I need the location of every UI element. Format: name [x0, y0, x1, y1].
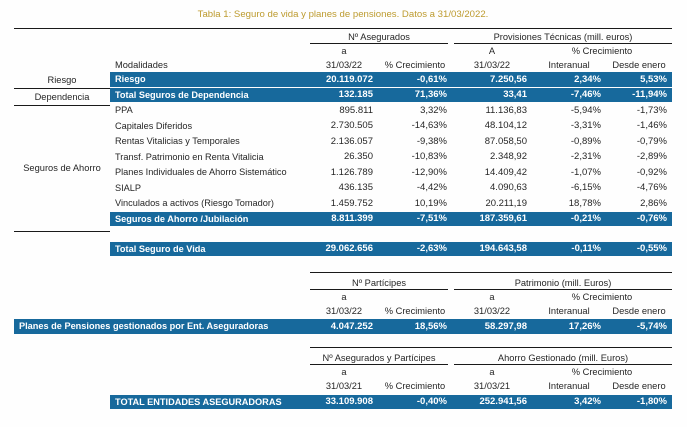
row-value-crecimiento: -9,38%: [416, 135, 447, 147]
row-label: Total Seguros de Dependencia: [115, 89, 249, 100]
group-n-participes: Nº Partícipes: [310, 278, 448, 290]
row-value-asegurados: 1.126.789: [330, 166, 373, 178]
row-value-desde-enero: -0,92%: [636, 166, 667, 178]
row-value-crecimiento: -4,42%: [416, 182, 447, 194]
table-row: [110, 212, 672, 227]
row-value-asegurados: 8.811.399: [331, 213, 373, 225]
row-label: Capitales Diferidos: [115, 120, 193, 131]
row-value-desde-enero: -5,74%: [636, 320, 667, 332]
row-value-provisiones: 87.058,50: [484, 135, 527, 147]
col3-date-header: 31/03/22: [473, 306, 511, 316]
subheader-row-1: [310, 365, 672, 379]
table-row: [110, 196, 672, 211]
row-value-interanual: -5,94%: [570, 104, 601, 116]
row-value-desde-enero: -11,94%: [632, 89, 667, 101]
row-value-interanual: 3,42%: [574, 396, 601, 408]
row-value-participes: 4.047.252: [330, 320, 373, 332]
col1-a-label: a: [341, 366, 347, 377]
row-value-interanual: -3,31%: [570, 120, 601, 132]
row-value-asegurados: 2.730.505: [330, 120, 373, 132]
row-value-crecimiento: -0,61%: [416, 73, 447, 85]
col2-header: % Crecimiento: [384, 306, 446, 316]
col1-date-header: 31/03/21: [325, 380, 363, 391]
crecimiento-group-label: % Crecimiento: [571, 366, 633, 377]
row-label: Vinculados a activos (Riesgo Tomador): [115, 198, 274, 209]
row-value-desde-enero: 5,53%: [640, 73, 667, 85]
col1-a-label: a: [341, 292, 347, 302]
row-value-provisiones: 187.359,61: [479, 213, 527, 225]
category-riesgo: Riesgo: [14, 72, 110, 89]
row-value-desde-enero: -4,76%: [636, 182, 667, 194]
category-dependencia: Dependencia: [14, 89, 110, 106]
category-column: [14, 72, 110, 232]
col4-header: Interanual: [548, 306, 590, 316]
row-value-asegurados: 895.811: [339, 104, 373, 116]
row-value-interanual: -6,15%: [570, 182, 601, 194]
table-row: [110, 103, 672, 118]
col4-header: Interanual: [548, 380, 590, 391]
row-value-interanual: 17,26%: [568, 320, 601, 332]
col5-header: Desde enero: [612, 60, 666, 70]
table-row: [110, 88, 672, 103]
col3-date-header: 31/03/22: [473, 60, 511, 70]
row-value-crecimiento: -2,63%: [416, 243, 447, 255]
group-asegurados-participes: Nº Asegurados y Partícipes: [310, 353, 448, 365]
row-value-provisiones: 194.643,58: [479, 243, 527, 255]
row-value-ahorro-gestionado: 252.941,56: [479, 396, 527, 408]
col2-header: % Crecimiento: [384, 60, 446, 70]
row-value-provisiones: 20.211,19: [485, 197, 527, 209]
row-value-interanual: -7,46%: [570, 89, 601, 101]
col2-header: % Crecimiento: [384, 380, 446, 391]
total-entities-header: [310, 347, 672, 393]
row-label: Transf. Patrimonio en Renta Vitalicia: [115, 151, 264, 162]
row-value-provisiones: 14.409,42: [484, 166, 527, 178]
group-header-row: [310, 275, 672, 290]
row-value-asegurados: 436.135: [338, 182, 373, 194]
row-value-interanual: -2,31%: [570, 151, 601, 163]
col1-a-label: a: [341, 46, 347, 56]
col3-a-label: a: [489, 366, 495, 377]
table-title: Tabla 1: Seguro de vida y planes de pensiones. Datos a 31/03/2022.: [197, 9, 489, 20]
row-value-provisiones: 4.090,63: [490, 182, 527, 194]
row-value-provisiones: 2.348,92: [490, 151, 527, 163]
col4-header: Interanual: [548, 60, 590, 70]
row-value-asegurados: 2.136.057: [330, 135, 373, 147]
row-value-desde-enero: -1,73%: [636, 104, 667, 116]
table-row: [110, 150, 672, 165]
row-value-asegurados: 29.062.656: [325, 243, 373, 255]
row-value-provisiones: 7.250,56: [490, 73, 527, 85]
total-seguro-de-vida-row: [110, 242, 672, 257]
col5-header: Desde enero: [612, 306, 666, 316]
category-seguros-de-ahorro: Seguros de Ahorro: [14, 106, 110, 232]
life-insurance-header: [14, 29, 672, 72]
group-ahorro-gestionado: Ahorro Gestionado (mill. Euros): [454, 353, 672, 365]
subheader-row-2: [310, 304, 672, 318]
row-value-asegurados: 20.119.072: [325, 73, 373, 85]
col3-a-label: a: [489, 292, 495, 302]
row-value-interanual: 2,34%: [574, 73, 601, 85]
row-value-asegurados: 132.185: [338, 89, 373, 101]
crecimiento-group-label: % Crecimiento: [571, 46, 633, 56]
life-insurance-body: [14, 72, 672, 232]
group-header-row: [310, 29, 672, 44]
row-value-desde-enero: -0,79%: [636, 135, 667, 147]
subheader-row-1: [310, 44, 672, 58]
modalidades-header: Modalidades: [115, 60, 168, 70]
row-value-desde-enero: -0,55%: [636, 243, 667, 255]
row-value-interanual: 18,78%: [568, 197, 601, 209]
subheader-row-2: [310, 379, 672, 393]
row-label: SIALP: [115, 182, 142, 193]
row-value-crecimiento: -7,51%: [416, 213, 447, 225]
row-value-provisiones: 33,41: [503, 89, 527, 101]
group-header-row: [310, 350, 672, 365]
table-row: [110, 165, 672, 180]
row-label: Planes Individuales de Ahorro Sistemático: [115, 167, 287, 178]
row-value-provisiones: 11.136,83: [485, 104, 527, 116]
table-row: [110, 134, 672, 149]
modalidades-rows: [110, 72, 672, 227]
row-value-crecimiento: -0,40%: [416, 396, 447, 408]
row-value-interanual: -1,07%: [570, 166, 601, 178]
row-label: TOTAL ENTIDADES ASEGURADORAS: [115, 396, 282, 407]
group-provisiones-tecnicas: Provisiones Técnicas (mill. euros): [454, 32, 672, 44]
subheader-row-2: [310, 58, 672, 72]
row-value-asegurados: 26.350: [343, 151, 373, 163]
row-value-crecimiento: 10,19%: [414, 197, 447, 209]
row-value-crecimiento: -10,83%: [411, 151, 447, 163]
col5-header: Desde enero: [612, 380, 666, 391]
row-value-desde-enero: -1,46%: [636, 120, 667, 132]
row-value-crecimiento: 71,36%: [414, 89, 447, 101]
row-value-interanual: -0,21%: [570, 213, 601, 225]
row-label: Seguros de Ahorro /Jubilación: [115, 213, 249, 224]
row-label: Riesgo: [115, 74, 146, 85]
table-area: [14, 8, 672, 410]
pension-plans-header: [310, 272, 672, 318]
total-entidades-row: [110, 395, 672, 410]
col3-date-header: 31/03/21: [473, 380, 511, 391]
row-value-desde-enero: -0,76%: [636, 213, 667, 225]
row-value-desde-enero: -1,80%: [636, 396, 667, 408]
table-row: [110, 72, 672, 87]
row-label: Total Seguro de Vida: [115, 243, 206, 254]
row-value-asegurados: 1.459.752: [330, 197, 373, 209]
crecimiento-group-label: % Crecimiento: [571, 292, 633, 302]
row-value-interanual: -0,89%: [570, 135, 601, 147]
group-n-asegurados: Nº Asegurados: [310, 32, 448, 44]
subheader-row-1: [310, 290, 672, 304]
row-value-patrimonio: 58.297,98: [484, 320, 527, 332]
row-value-interanual: -0,11%: [571, 243, 601, 255]
row-value-crecimiento: 18,56%: [414, 320, 447, 332]
col1-date-header: 31/03/22: [325, 306, 363, 316]
planes-pensiones-row: [14, 319, 672, 334]
row-value-desde-enero: 2,86%: [640, 197, 667, 209]
group-patrimonio: Patrimonio (mill. Euros): [454, 278, 672, 290]
col3-a-label: A: [488, 46, 496, 56]
row-label: PPA: [115, 105, 133, 116]
table-row: [110, 119, 672, 134]
row-value-provisiones: 48.104,12: [484, 120, 527, 132]
table-row: [110, 181, 672, 196]
col1-date-header: 31/03/22: [325, 60, 363, 70]
row-value-crecimiento: 3,32%: [420, 104, 447, 116]
row-label: Planes de Pensiones gestionados por Ent. Aseguradoras: [19, 321, 269, 332]
row-value-desde-enero: -2,89%: [636, 151, 667, 163]
row-value-asegurados-participes: 33.109.908: [325, 396, 373, 408]
row-label: Rentas Vitalicias y Temporales: [115, 136, 240, 147]
row-value-crecimiento: -14,63%: [411, 120, 447, 132]
row-value-crecimiento: -12,90%: [411, 166, 447, 178]
